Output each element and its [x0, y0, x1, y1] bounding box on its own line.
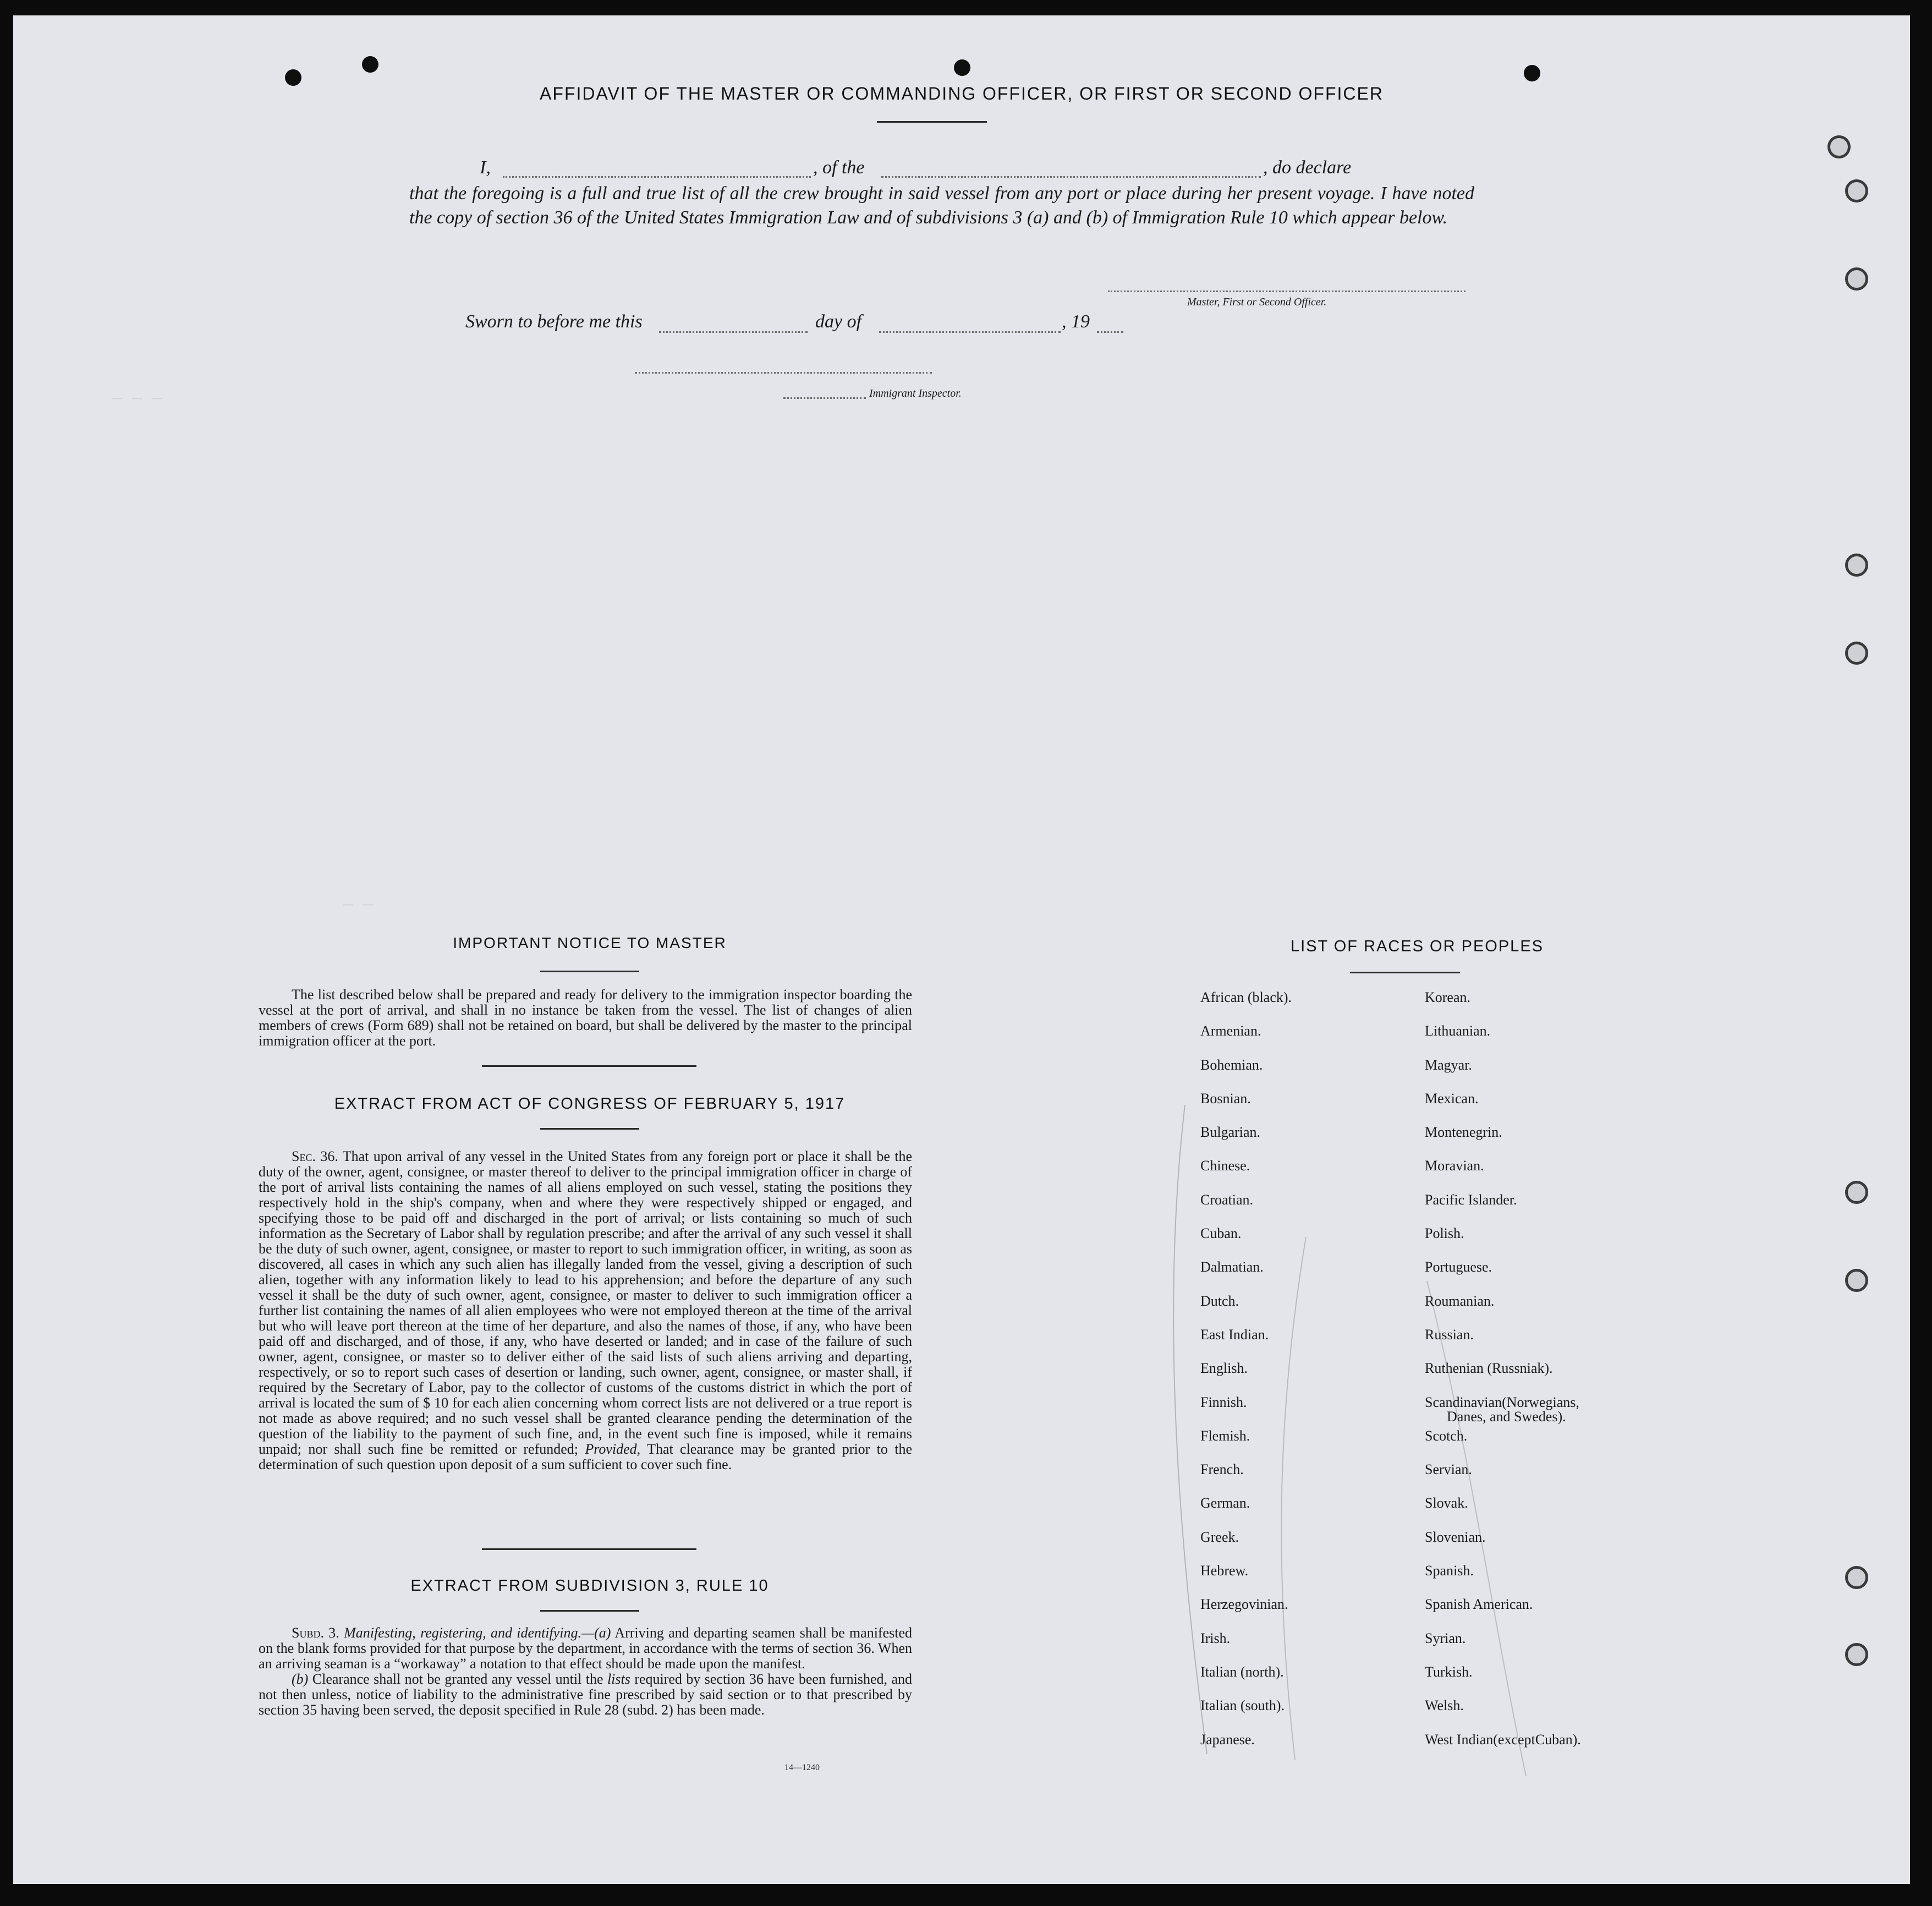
binder-ring — [1845, 179, 1868, 202]
race-item: African (black). — [1200, 989, 1292, 1005]
race-item: Italian (south). — [1200, 1697, 1285, 1714]
race-item: Italian (north). — [1200, 1663, 1284, 1680]
race-item: East Indian. — [1200, 1326, 1269, 1343]
day-blank — [659, 331, 808, 333]
affidavit-line-1 — [425, 157, 1474, 182]
binder-ring — [1845, 267, 1868, 291]
race-item: Mexican. — [1425, 1090, 1479, 1107]
bleed-through-text: — — — [343, 896, 374, 914]
bleed-through-text: — — — — [112, 390, 162, 408]
notice-title: IMPORTANT NOTICE TO MASTER — [453, 934, 727, 951]
section-label: Sec. 36. — [292, 1148, 338, 1164]
race-item: Servian. — [1425, 1461, 1472, 1478]
title-rule — [877, 121, 987, 123]
act-text-part-a: That upon arrival of any vessel in the United States from any foreign port or place it shall be the duty of the owner, agent, consignee, or master thereof to deliver to the principal immigration officer in charge of the port of arrival lists containing the names of all aliens employed on such vessel, stating the positions they respectively hold in the ship's company, when and where they were respectively shipped or engaged, and specifying those to be paid off and discharged in the port of arrival; or lists containing so much of such information as the Secretary of Labor shall by regulation prescribe; and after the arrival of any such vessel it shall be the duty of such owner, agent, consignee, or master to report to such immigration officer, in writing, as soon as discovered, all cases in which any such alien has illegally landed from the vessel, giving a description of such alien, together with any information likely to lead to his apprehension; and before the departure of any such vessel it shall be the duty of such owner, agent, consignee, or master to deliver to such immigration officer a further list containing the names of all alien employees who were not employed thereon at the time of the arrival but who will leave port thereon at the time of her departure, and also the names of those, if any, who have been paid off and discharged, and of those, if any, who have deserted or landed; and in case of the failure of such owner, agent, consignee, or master so to deliver either of the said lists of such aliens arriving and departing, respectively, or so to report such cases of desertion or landing, such owner, agent, consignee, or master shall, if required by the Secretary of Labor, pay to the collector of customs of the customs district in which the port of arrival is located the sum of $ 10 for each alien concerning whom correct lists are not delivered or a true report is not made as above required; and no such vessel shall be granted clearance pending the determination of the question of the liability to the payment of such fine, and, in the event such fine is imposed, while it remains unpaid; nor shall such fine be remitted or refunded; — [259, 1148, 913, 1457]
race-item: French. — [1200, 1461, 1244, 1478]
race-item: Finnish. — [1200, 1394, 1247, 1410]
race-item: Spanish American. — [1425, 1596, 1533, 1613]
act-title: EXTRACT FROM ACT OF CONGRESS OF FEBRUARY 5, 1917 — [334, 1095, 846, 1113]
section-rule — [540, 971, 639, 972]
subd-a-text: Arriving and departing seamen shall be manifested on the blank forms provided for that purpose by the department, in accordance with the terms of section 36. When an arriving seaman is a “workaway” a notation to that effect should be made upon the manifest. — [259, 1625, 912, 1672]
year-blank — [1097, 331, 1123, 333]
race-item: Chinese. — [1200, 1158, 1250, 1174]
provided-word: Provided, — [585, 1441, 641, 1457]
race-item: Slovak. — [1425, 1495, 1468, 1511]
pronoun-i: I, — [480, 157, 491, 178]
affidavit-title: AFFIDAVIT OF THE MASTER OR COMMANDING OFFICER, OR FIRST OR SECOND OFFICER — [540, 84, 1384, 103]
section-rule — [1350, 972, 1460, 973]
race-item: Bosnian. — [1200, 1090, 1251, 1107]
declare-label: , do declare — [1263, 157, 1352, 178]
subd-b-text-1: Clearance shall not be granted any vessel until the — [312, 1671, 603, 1687]
race-item: Pacific Islander. — [1425, 1191, 1517, 1208]
race-item: Hebrew. — [1200, 1563, 1249, 1579]
race-item: Greek. — [1200, 1529, 1239, 1545]
race-item: Syrian. — [1425, 1630, 1466, 1646]
race-item: Roumanian. — [1425, 1292, 1495, 1309]
race-item: Lithuanian. — [1425, 1023, 1491, 1039]
subd-label: Subd. 3. — [292, 1625, 339, 1641]
race-item: Ruthenian (Russniak). — [1425, 1360, 1553, 1377]
sworn-label: Sworn to before me this — [465, 311, 643, 332]
subd-b-label: (b) — [292, 1671, 309, 1687]
punch-hole — [1524, 65, 1540, 81]
race-item: Scotch. — [1425, 1427, 1468, 1444]
race-item: Welsh. — [1425, 1697, 1464, 1714]
race-item: Flemish. — [1200, 1427, 1250, 1444]
document-page — [13, 15, 1910, 1884]
punch-hole — [362, 56, 378, 73]
race-item: Bulgarian. — [1200, 1124, 1261, 1141]
binder-ring — [1827, 135, 1851, 158]
race-item: German. — [1200, 1495, 1250, 1511]
master-signature-blank — [1108, 291, 1466, 292]
race-item: Irish. — [1200, 1630, 1231, 1646]
affidavit-body: that the foregoing is a full and true list of all the crew brought in said vessel from any port or place during her present voyage. I have noted the copy of section 36 of the United States Immigration Law and of subdivisions 3 (a) and (b) of Immigration Rule 10 which appear below. — [409, 183, 1474, 228]
race-item: Dutch. — [1200, 1292, 1239, 1309]
race-item: Bohemian. — [1200, 1056, 1263, 1073]
race-item-line-2: Danes, and Swedes). — [1447, 1408, 1566, 1425]
inspector-caption: Immigrant Inspector. — [869, 387, 962, 399]
race-item-line-1: Scandinavian(Norwegians, — [1425, 1394, 1579, 1410]
race-item: Moravian. — [1425, 1158, 1484, 1174]
race-item: Spanish. — [1425, 1563, 1474, 1579]
of-the-label: , of the — [813, 157, 865, 178]
lists-word: lists — [607, 1671, 630, 1687]
act-text-part-b: That clearance may be granted prior to the determination of such question upon deposit of a sum sufficient to cover such fine. — [259, 1441, 912, 1472]
race-item: Herzegovinian. — [1200, 1596, 1288, 1613]
race-item: English. — [1200, 1360, 1248, 1377]
inspector-lead-dots — [783, 397, 866, 399]
rule-title: EXTRACT FROM SUBDIVISION 3, RULE 10 — [410, 1577, 769, 1595]
race-item: Montenegrin. — [1425, 1124, 1502, 1141]
race-item: Dalmatian. — [1200, 1259, 1264, 1275]
day-of-label: day of — [815, 311, 862, 332]
race-item: Russian. — [1425, 1326, 1474, 1343]
notice-text: The list described below shall be prepared and ready for delivery to the immigration inspector boarding the vessel at the port of arrival, and shall in no instance be taken from the vessel. The list of changes of alien members of crews (Form 689) shall not be retained on board, but shall be delivered by the master to the principal immigration officer at the port. — [259, 987, 912, 1049]
race-item: Turkish. — [1425, 1663, 1473, 1680]
race-item: Magyar. — [1425, 1056, 1472, 1073]
binder-ring — [1845, 642, 1868, 665]
races-title: LIST OF RACES OR PEOPLES — [1290, 938, 1544, 955]
name-blank — [503, 176, 811, 178]
subd-b-text-2: required by section 36 have been furnished, and not then unless, notice of liability to the administrative fine prescribed by said section or to that prescribed by section 35 having been served, the deposit specified in Rule 28 (subd. 2) has been made. — [259, 1671, 913, 1718]
form-number: 14—1240 — [784, 1763, 820, 1772]
race-item: Japanese. — [1200, 1731, 1255, 1748]
master-caption: Master, First or Second Officer. — [1187, 296, 1327, 308]
year-label: , 19 — [1062, 311, 1090, 332]
vessel-blank — [881, 176, 1261, 178]
sworn-line — [465, 311, 1126, 337]
race-item: Slovenian. — [1425, 1529, 1486, 1545]
punch-hole — [954, 59, 970, 76]
binder-ring — [1845, 554, 1868, 577]
race-item: Cuban. — [1200, 1225, 1242, 1242]
race-item: Korean. — [1425, 989, 1471, 1005]
race-item: Croatian. — [1200, 1191, 1254, 1208]
inspector-signature-blank — [635, 372, 932, 374]
subd-title: Manifesting, registering, and identifying.—(a) — [344, 1625, 611, 1641]
race-item: Portuguese. — [1425, 1259, 1492, 1275]
race-item: West Indian(exceptCuban). — [1425, 1731, 1581, 1748]
month-blank — [879, 331, 1061, 333]
pencil-marks — [1141, 1072, 1636, 1787]
race-item: Armenian. — [1200, 1023, 1261, 1039]
race-item: Polish. — [1425, 1225, 1464, 1242]
